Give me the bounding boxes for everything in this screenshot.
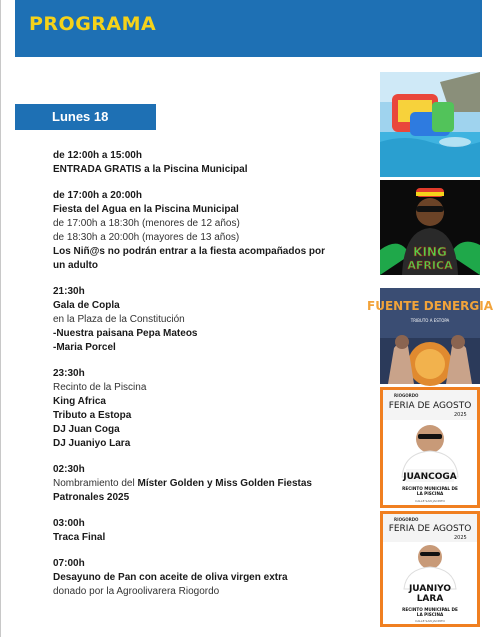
header-banner bbox=[15, 0, 482, 57]
event-line: King Africa bbox=[53, 396, 106, 407]
fuente-de-energia-poster bbox=[367, 288, 493, 384]
event-line bbox=[53, 477, 353, 491]
poster-artist: JUANCOGA bbox=[403, 472, 457, 482]
poster-artist-line2: LARA bbox=[416, 594, 444, 604]
event-block bbox=[53, 517, 353, 545]
event-list bbox=[53, 149, 353, 611]
poster-street: CALLE SAN JACINTO bbox=[415, 499, 445, 503]
event-line: -Nuestra paisana Pepa Mateos bbox=[53, 328, 198, 339]
event-time: 23:30h bbox=[53, 368, 85, 379]
poster-fair-title: FERIA DE AGOSTO bbox=[388, 401, 472, 411]
svg-text:AFRICA: AFRICA bbox=[407, 259, 453, 272]
event-line: Desayuno de Pan con aceite de oliva virgen extra bbox=[53, 572, 288, 583]
event-time: 21:30h bbox=[53, 286, 85, 297]
event-line: Los Niñ@s no podrán entrar a la fiesta acompañados por bbox=[53, 246, 326, 257]
event-line: de 18:30h a 20:00h (mayores de 13 años) bbox=[53, 232, 240, 243]
inflatable-pool-photo bbox=[380, 72, 480, 177]
poster-street: CALLE SAN JACINTO bbox=[415, 619, 445, 623]
event-line: Gala de Copla bbox=[53, 300, 120, 311]
day-label: Lunes 18 bbox=[52, 109, 109, 124]
page-border bbox=[0, 0, 1, 637]
image-column bbox=[367, 72, 493, 630]
event-line: en la Plaza de la Constitución bbox=[53, 314, 185, 325]
event-line: Tributo a Estopa bbox=[53, 410, 132, 421]
event-block bbox=[53, 557, 353, 599]
poster-year: 2025 bbox=[454, 412, 467, 418]
event-block bbox=[53, 189, 353, 273]
event-block bbox=[53, 285, 353, 355]
event-line: donado por la Agroolivarera Riogordo bbox=[53, 586, 220, 597]
event-time: de 12:00h a 15:00h bbox=[53, 150, 142, 161]
poster-town: RIOGORDO bbox=[394, 517, 419, 522]
event-line: -Maria Porcel bbox=[53, 342, 116, 353]
event-line: Fiesta del Agua en la Piscina Municipal bbox=[53, 204, 239, 215]
dj-juan-coga-poster bbox=[380, 387, 480, 508]
dj-juaniyo-lara-poster bbox=[380, 511, 480, 627]
event-line: DJ Juaniyo Lara bbox=[53, 438, 131, 449]
poster-venue-line1: RECINTO MUNICIPAL DE bbox=[402, 486, 458, 491]
event-line: Patronales 2025 bbox=[53, 492, 130, 503]
poster-year: 2025 bbox=[454, 535, 467, 541]
event-line-part: Nombramiento del bbox=[53, 478, 138, 489]
king-africa-poster bbox=[380, 180, 480, 285]
poster-venue-line1: RECINTO MUNICIPAL DE bbox=[402, 607, 458, 612]
poster-title: FUENTE DENERGIA bbox=[367, 299, 493, 313]
event-time: 03:00h bbox=[53, 518, 85, 529]
page-title: PROGRAMA bbox=[29, 13, 157, 35]
poster-artist-line1: JUANIYO bbox=[408, 584, 452, 594]
event-line: ENTRADA GRATIS a la Piscina Municipal bbox=[53, 164, 248, 175]
day-tab bbox=[15, 104, 156, 130]
event-line: de 17:00h a 18:30h (menores de 12 años) bbox=[53, 218, 240, 229]
event-time: de 17:00h a 20:00h bbox=[53, 190, 142, 201]
event-line: Recinto de la Piscina bbox=[53, 382, 147, 393]
poster-venue-line2: LA PISCINA bbox=[416, 612, 444, 617]
poster-subtitle: TRIBUTO A ESTOPA bbox=[410, 318, 450, 323]
event-block bbox=[53, 149, 353, 177]
event-line: Traca Final bbox=[53, 532, 106, 543]
event-line-part: Míster Golden y Miss Golden Fiestas bbox=[137, 478, 312, 489]
event-line: DJ Juan Coga bbox=[53, 424, 120, 435]
event-block bbox=[53, 367, 353, 451]
event-block bbox=[53, 463, 353, 505]
poster-venue-line2: LA PISCINA bbox=[416, 491, 444, 496]
event-line: un adulto bbox=[53, 260, 98, 271]
poster-town: RIOGORDO bbox=[394, 393, 419, 398]
poster-fair-title: FERIA DE AGOSTO bbox=[388, 524, 472, 534]
svg-text:KING: KING bbox=[413, 245, 447, 259]
event-time: 02:30h bbox=[53, 464, 85, 475]
event-time: 07:00h bbox=[53, 558, 85, 569]
